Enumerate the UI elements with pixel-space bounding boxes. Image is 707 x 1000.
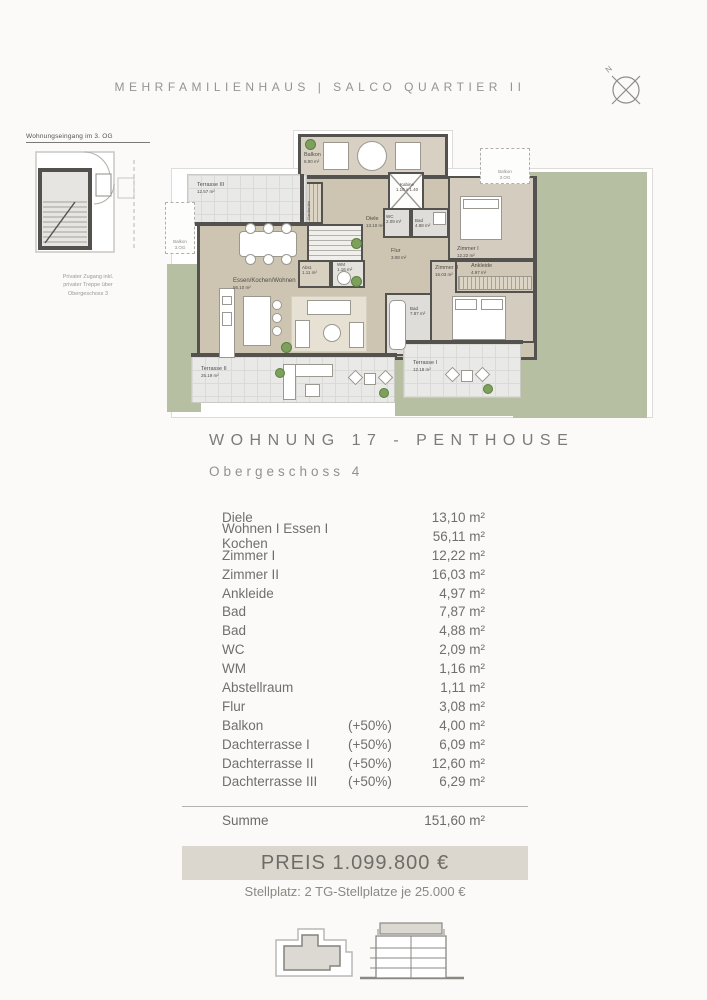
label-terrasse1: Terrasse I 12.18 m²: [413, 360, 438, 372]
plant: [281, 342, 292, 353]
label-bad-gross: Bad 7.87 m²: [410, 306, 426, 317]
floor-plan: [165, 130, 665, 422]
compass-n-label: N: [603, 64, 614, 75]
terrace-sofa: [283, 364, 296, 400]
label-zimmer1: Zimmer I 12.22 m²: [457, 246, 479, 258]
terrace-table: [305, 384, 320, 397]
label-wc: WC 2.09 m²: [386, 214, 402, 225]
label-balkon: Balkon 8.90 m²: [304, 152, 321, 164]
label-flur: Flur 3.08 m²: [391, 248, 407, 260]
chair: [263, 223, 274, 234]
table-row: Dachterrasse II (+50%) 12,60 m²: [222, 755, 485, 771]
coffee-table: [323, 324, 341, 342]
label-ankleide: Ankleide 4.97 m²: [471, 263, 493, 275]
label-wm: WM 1.16 m²: [337, 262, 353, 273]
table-row: Bad 7,87 m²: [222, 604, 485, 620]
table-row: WM 1,16 m²: [222, 661, 485, 677]
entrance-mini-plan: [26, 133, 150, 298]
table-row: WC 2,09 m²: [222, 642, 485, 658]
summe-label: Summe: [222, 813, 269, 828]
summe-value: 151,60 m²: [424, 813, 485, 828]
table-row: Balkon (+50%) 4,00 m²: [222, 717, 485, 733]
table-row: Zimmer II 16,03 m²: [222, 566, 485, 582]
sofa-side: [295, 320, 310, 348]
chair: [263, 254, 274, 265]
wall-segment: [300, 174, 304, 226]
table-row: Abstellraum 1,11 m²: [222, 679, 485, 695]
mini-plan-caption: Privater Zugang inkl. privater Treppe über Obergeschoss 3: [62, 274, 114, 297]
neighbour-balcony-right: Balkon 3.OG: [480, 148, 530, 184]
shower: [433, 212, 446, 225]
wardrobe: [458, 276, 532, 290]
label-diele: Diele 13.10 m²: [366, 216, 384, 228]
label-kabine: Kabine 1.10 x 1.40: [395, 182, 419, 193]
label-zimmer2: Zimmer II 16.03 m²: [435, 265, 459, 277]
table-divider: [182, 806, 528, 807]
stool: [272, 300, 282, 310]
wall-segment: [403, 340, 523, 344]
table-row: Wohnen I Essen I Kochen 56,11 m²: [222, 521, 485, 552]
table-row: Dachterrasse III (+50%) 6,29 m²: [222, 774, 485, 790]
plant: [305, 139, 316, 150]
balcony-table: [357, 141, 387, 171]
label-abst: Abst. 1.11 m²: [302, 265, 317, 276]
table-row: Diele 13,10 m²: [222, 509, 485, 525]
project-title: MEHRFAMILIENHAUS | SALCO QUARTIER II: [114, 80, 526, 94]
terrace-table: [461, 370, 473, 382]
kitchen-hob: [222, 312, 232, 326]
table-row: Dachterrasse I (+50%) 6,09 m²: [222, 736, 485, 752]
balcony-lounger: [323, 142, 349, 170]
bathtub: [389, 300, 406, 350]
stool: [272, 313, 282, 323]
area-table: [222, 508, 485, 791]
sofa: [307, 300, 351, 315]
apartment-title: WOHNUNG 17 - PENTHOUSE: [209, 432, 575, 449]
label-wohnen: Essen/Kochen/Wohnen 56.10 m²: [233, 278, 296, 291]
pillow: [463, 199, 499, 209]
plant: [351, 276, 362, 287]
table-row: Ankleide 4,97 m²: [222, 585, 485, 601]
price-note: Stellplatz: 2 TG-Stellplatze je 25.000 €: [244, 884, 466, 899]
pillow: [455, 299, 477, 310]
plant: [275, 368, 285, 378]
neighbour-balcony-left: Balkon 3.OG: [165, 202, 195, 254]
price-box: PREIS 1.099.800 €: [182, 846, 528, 880]
table-row: Flur 3,08 m²: [222, 698, 485, 714]
chair: [281, 223, 292, 234]
pillow: [481, 299, 503, 310]
mini-plan-title: Wohnungseingang im 3. OG: [26, 133, 150, 143]
label-bad-small: Bad 4.88 m²: [415, 218, 431, 229]
plant: [379, 388, 389, 398]
stool: [272, 326, 282, 336]
chair: [245, 223, 256, 234]
compass-north-icon: [598, 58, 650, 114]
washing-machine: [337, 271, 351, 285]
balcony-lounger: [395, 142, 421, 170]
summe-row: [222, 813, 485, 828]
terrace-table: [364, 373, 376, 385]
label-terrasse3: Terrasse III 12.57 m²: [197, 182, 225, 194]
plant: [351, 238, 362, 249]
table-row: Zimmer I 12,22 m²: [222, 547, 485, 563]
plant: [483, 384, 493, 394]
label-garderobe: Garderobe: [306, 200, 311, 220]
building-footprint-icon: [272, 922, 356, 984]
label-terrasse2: Terrasse II 25.19 m²: [201, 366, 227, 378]
kitchen-island: [243, 296, 271, 346]
chair: [245, 254, 256, 265]
building-section-icon: [358, 916, 466, 988]
chair: [281, 254, 292, 265]
apartment-subtitle: Obergeschoss 4: [209, 464, 364, 479]
table-row: Bad 4,88 m²: [222, 623, 485, 639]
kitchen-sink: [222, 296, 232, 305]
armchair: [349, 322, 364, 348]
entrance-plan-drawing: [26, 146, 146, 264]
